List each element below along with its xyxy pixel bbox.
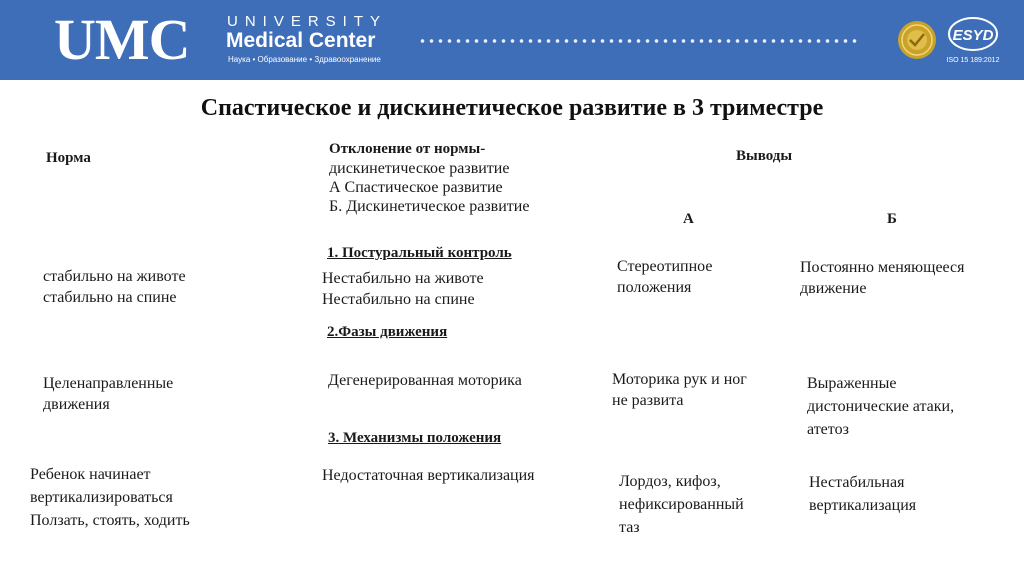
cell-line: Ползать, стоять, ходить	[30, 512, 190, 529]
deviation-header-line: дискинетическое развитие	[329, 160, 510, 177]
deviation-cell-movement-phases	[328, 370, 522, 391]
a-cell-postural	[617, 256, 712, 298]
deviation-cell-position-mechanisms	[322, 465, 535, 486]
column-a-header: А	[683, 211, 694, 227]
deviation-header-line: А Спастическое развитие	[329, 179, 503, 196]
umc-logo-text: UMC	[54, 7, 190, 72]
column-b-header: Б	[887, 211, 897, 227]
cell-line: Стереотипное	[617, 258, 713, 275]
brand-university: UNIVERSITY	[227, 13, 388, 30]
section-heading-movement-phases: 2.Фазы движения	[327, 324, 448, 340]
cell-line: Нестабильно на животе	[322, 270, 484, 287]
cell-line: вертикализация	[809, 497, 917, 514]
deviation-header-line: Отклонение от нормы-	[329, 141, 486, 157]
conclusions-header: Выводы	[736, 148, 793, 164]
cell-line: таз	[619, 519, 640, 536]
cell-line: Ребенок начинает	[30, 466, 151, 483]
cell-line: стабильно на спине	[43, 289, 177, 306]
cell-line: стабильно на животе	[43, 268, 186, 285]
deviation-cell-postural	[322, 268, 484, 310]
norm-cell-position-mechanisms	[30, 463, 190, 532]
slide-title: Спастическое и дискинетическое развитие в 3 триместре	[200, 95, 824, 121]
cell-line: нефиксированный	[619, 496, 744, 513]
cell-line: движение	[800, 280, 867, 297]
esyd-certification-logo	[944, 14, 1002, 66]
cell-line: Нестабильная	[809, 474, 905, 491]
norm-cell-postural	[43, 266, 186, 308]
iso-text: ISO 15 189:2012	[946, 57, 1000, 64]
cell-line: дистонические атаки,	[807, 398, 955, 415]
cell-line: Нестабильно на спине	[322, 291, 475, 308]
cell-line: Выраженные	[807, 375, 897, 392]
cell-line: движения	[43, 396, 110, 413]
norm-header: Норма	[46, 150, 91, 166]
esyd-badge-icon	[944, 14, 1002, 66]
section-heading-postural: 1. Постуральный контроль	[327, 245, 512, 261]
cell-line: Лордоз, кифоз,	[619, 473, 721, 490]
cell-line: Моторика рук и ног	[612, 371, 747, 388]
cell-line: положения	[617, 279, 692, 296]
cell-line: Целенаправленные	[43, 375, 174, 392]
cell-line: атетоз	[807, 421, 849, 438]
cell-line: Дегенерированная моторика	[328, 372, 522, 389]
deviation-header	[329, 140, 529, 216]
cell-line: Постоянно меняющееся	[800, 259, 965, 276]
a-cell-movement-phases	[612, 369, 747, 411]
a-cell-position-mechanisms	[619, 470, 744, 539]
brand-tagline: Наука • Образование • Здравоохранение	[228, 55, 381, 64]
b-cell-position-mechanisms	[809, 471, 916, 517]
norm-cell-movement-phases	[43, 373, 173, 415]
section-heading-position-mechanisms: 3. Механизмы положения	[328, 430, 502, 446]
esyd-text: ESYD	[952, 27, 994, 44]
dot-divider	[418, 39, 858, 43]
cell-line: не развита	[612, 392, 684, 409]
umc-logo	[54, 7, 190, 72]
brand-medical-center: Medical Center	[226, 29, 376, 52]
gold-seal-icon	[897, 20, 937, 60]
b-cell-movement-phases	[807, 372, 954, 441]
b-cell-postural	[800, 257, 965, 299]
cell-line: вертикализироваться	[30, 489, 173, 506]
deviation-header-line: Б. Дискинетическое развитие	[329, 198, 530, 215]
header-banner	[0, 0, 1024, 80]
cell-line: Недостаточная вертикализация	[322, 467, 535, 484]
